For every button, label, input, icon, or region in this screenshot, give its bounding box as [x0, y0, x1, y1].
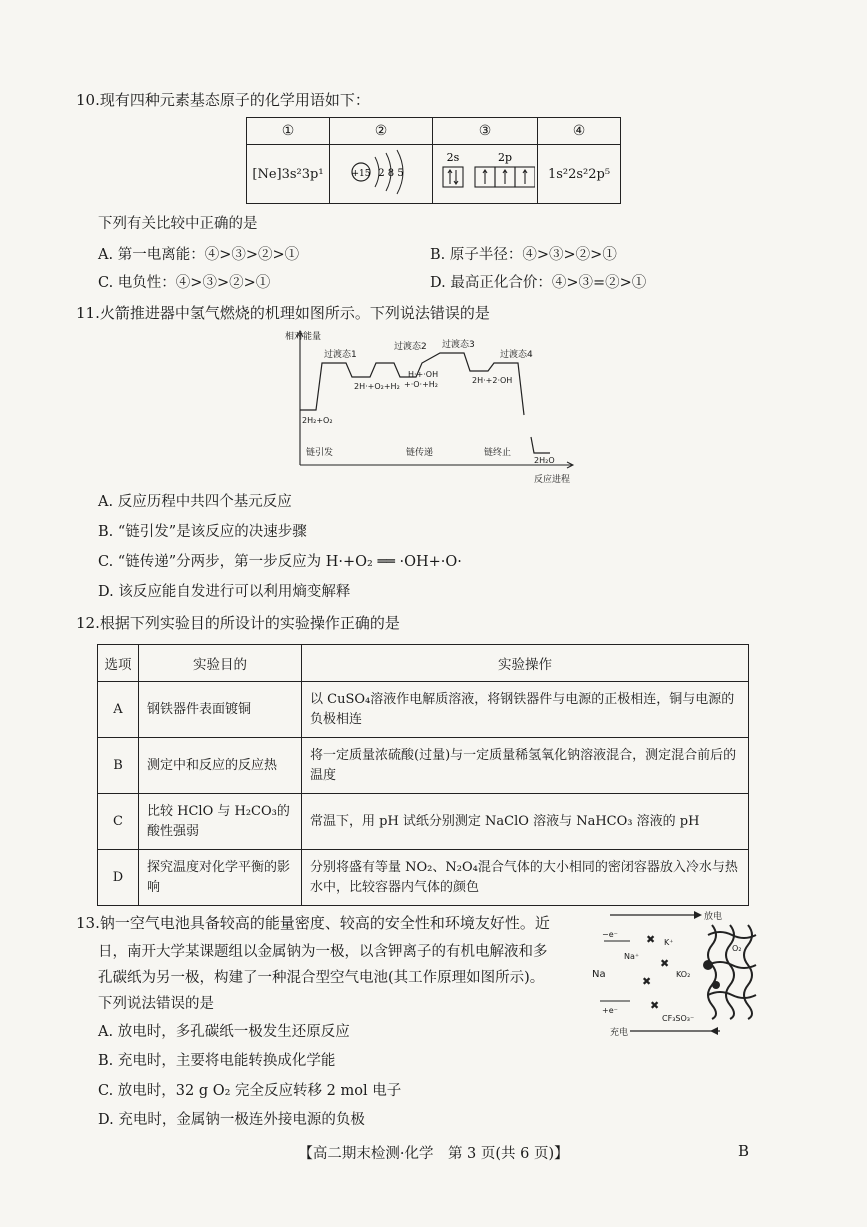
q11-option-b: B. “链引发”是该反应的决速步骤	[98, 524, 307, 540]
table-row	[98, 738, 749, 794]
q12-table	[97, 644, 749, 906]
ts3-label: 过渡态3	[442, 340, 475, 350]
q10-option-d: D. 最高正化合价：④>③=②>①	[430, 275, 647, 291]
energy-profile-diagram	[278, 325, 588, 490]
ts4-label: 过渡态4	[500, 350, 533, 360]
sodium-electrode-label: Na	[592, 969, 606, 980]
nucleus-label: +15	[351, 169, 371, 179]
q10-cell-2	[330, 145, 433, 204]
page-footer: 【高二期末检测·化学 第 3 页(共 6 页)】	[298, 1146, 569, 1162]
species-product: 2H₂O	[534, 456, 555, 465]
row-purpose: 比较 HClO 与 H₂CO₃的酸性强弱	[139, 794, 302, 850]
orbital-diagram	[435, 147, 535, 197]
ko2-label: KO₂	[676, 970, 691, 979]
row-option: A	[98, 682, 139, 738]
na-ion-label: Na⁺	[624, 952, 640, 961]
row-option: D	[98, 850, 139, 906]
o2-label: O₂	[732, 944, 742, 953]
species-h-oh: H·+·OH	[408, 370, 439, 379]
paper-version-letter: B	[737, 1142, 749, 1160]
row-operation: 以 CuSO₄溶液作电解质溶液，将钢铁器件与电源的正极相连，铜与电源的负极相连	[302, 682, 749, 738]
q10-cell-1: [Ne]3s²3p¹	[247, 145, 330, 204]
q10-table	[246, 117, 621, 204]
electron-out-label: −e⁻	[602, 930, 618, 939]
q10-header-3: ③	[433, 118, 538, 145]
q12-stem: 12.根据下列实验目的所设计的实验操作正确的是	[76, 614, 400, 632]
table-row	[98, 794, 749, 850]
triflate-label: CF₃SO₃⁻	[662, 1014, 695, 1023]
q11-option-c: C. “链传递”分两步，第一步反应为 H·+O₂ ══ ·OH+·O·	[98, 554, 462, 570]
q10-header-1: ①	[247, 118, 330, 145]
q12-header-operation: 实验操作	[302, 645, 749, 682]
q13-option-c: C. 放电时，32 g O₂ 完全反应转移 2 mol 电子	[98, 1083, 402, 1099]
cross-icon: ✖	[642, 975, 652, 988]
row-operation: 分别将盛有等量 NO₂、N₂O₄混合气体的大小相同的密闭容器放入冷水与热水中，比较容器内气体的颜色	[302, 850, 749, 906]
cross-icon: ✖	[650, 999, 660, 1012]
q10-prompt: 下列有关比较中正确的是	[98, 216, 258, 232]
atomic-structure-diagram	[331, 147, 431, 197]
q10-cell-4: 1s²2s²2p⁵	[538, 145, 621, 204]
q13-line-4: 下列说法错误的是	[98, 996, 214, 1012]
q13-option-a: A. 放电时，多孔碳纸一极发生还原反应	[98, 1024, 350, 1040]
row-purpose: 测定中和反应的反应热	[139, 738, 302, 794]
electron-in-label: +e⁻	[602, 1006, 618, 1015]
q13-option-b: B. 充电时，主要将电能转换成化学能	[98, 1053, 336, 1069]
discharge-label: 放电	[704, 912, 723, 922]
ts1-label: 过渡态1	[324, 350, 357, 360]
battery-diagram	[590, 905, 760, 1040]
charge-label: 充电	[610, 1028, 629, 1038]
q11-option-a: A. 反应历程中共四个基元反应	[98, 494, 292, 510]
ts2-label: 过渡态2	[394, 342, 427, 352]
row-purpose: 探究温度对化学平衡的影响	[139, 850, 302, 906]
row-operation: 将一定质量浓硫酸(过量)与一定质量稀氢氧化钠溶液混合，测定混合前后的温度	[302, 738, 749, 794]
label-2s: 2s	[446, 151, 460, 164]
cross-icon: ✖	[646, 933, 656, 946]
species-reactants: 2H₂+O₂	[302, 416, 333, 425]
species-o-h2: +·O·+H₂	[404, 380, 439, 389]
q13-line-2: 日，南开大学某课题组以金属钠为一极，以含钾离子的有机电解液和多	[98, 944, 548, 960]
y-axis-label: 相对能量	[285, 332, 322, 342]
cross-icon: ✖	[660, 957, 670, 970]
q10-option-b: B. 原子半径：④>③>②>①	[430, 247, 617, 263]
q11-option-d: D. 该反应能自发进行可以利用熵变解释	[98, 584, 351, 600]
table-row	[98, 682, 749, 738]
q10-option-a: A. 第一电离能：④>③>②>①	[98, 247, 300, 263]
stage-propagation: 链传递	[406, 448, 434, 458]
q10-header-2: ②	[330, 118, 433, 145]
q10-stem: 10.现有四种元素基态原子的化学用语如下：	[76, 91, 370, 109]
label-2p: 2p	[497, 151, 513, 164]
q12-header-purpose: 实验目的	[139, 645, 302, 682]
row-option: C	[98, 794, 139, 850]
k-ion-label: K⁺	[664, 938, 674, 947]
q12-header-option: 选项	[98, 645, 139, 682]
stage-initiation: 链引发	[306, 448, 334, 458]
q13-line-3: 孔碳纸为另一极，构建了一种混合型空气电池(其工作原理如图所示)。	[98, 970, 545, 986]
q10-cell-3	[433, 145, 538, 204]
stage-termination: 链终止	[484, 448, 512, 458]
species-2h-2oh: 2H·+2·OH	[472, 376, 513, 385]
q11-stem: 11.火箭推进器中氢气燃烧的机理如图所示。下列说法错误的是	[76, 304, 490, 322]
q13-line-1: 13.钠一空气电池具备较高的能量密度、较高的安全性和环境友好性。近	[76, 914, 550, 932]
row-operation: 常温下，用 pH 试纸分别测定 NaClO 溶液与 NaHCO₃ 溶液的 pH	[302, 794, 749, 850]
species-2h-o2-h2: 2H·+O₂+H₂	[354, 382, 400, 391]
table-row	[98, 850, 749, 906]
x-axis-label: 反应进程	[534, 475, 571, 485]
q10-option-c: C. 电负性：④>③>②>①	[98, 275, 271, 291]
row-option: B	[98, 738, 139, 794]
row-purpose: 钢铁器件表面镀铜	[139, 682, 302, 738]
shell-electrons: 2 8 5	[378, 168, 404, 179]
q13-option-d: D. 充电时，金属钠一极连外接电源的负极	[98, 1112, 365, 1128]
q10-header-4: ④	[538, 118, 621, 145]
